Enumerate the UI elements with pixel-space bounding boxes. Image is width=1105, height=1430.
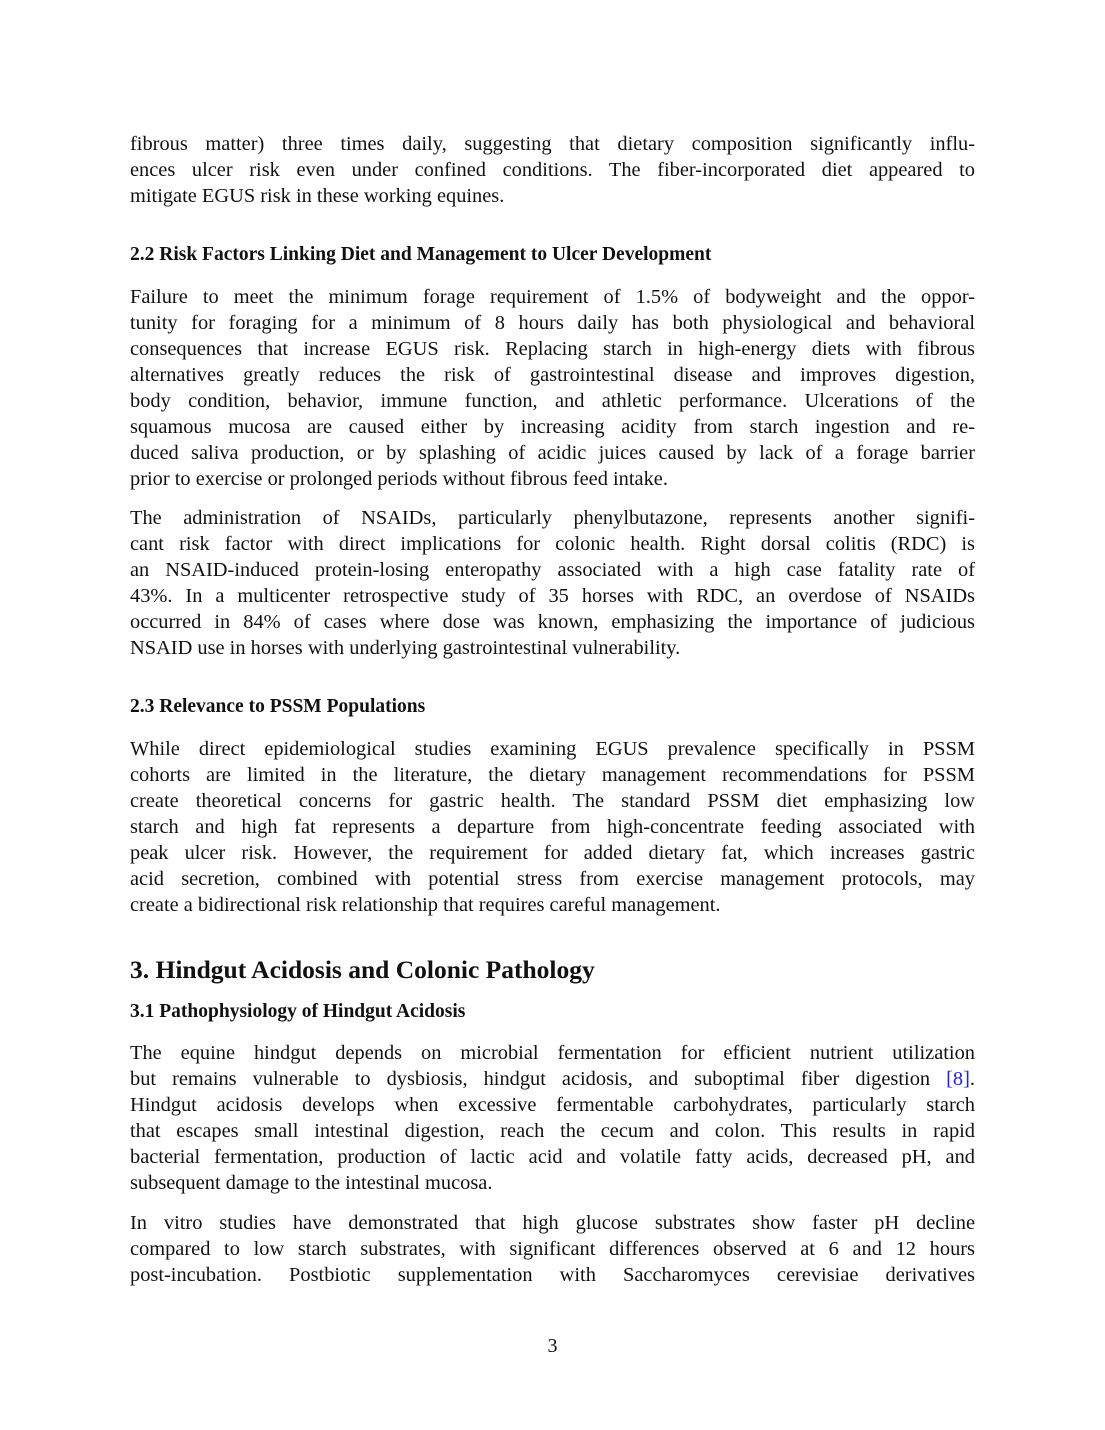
- text-line: body condition, behavior, immune function, and athletic performance. Ulcerations of the: [130, 390, 975, 412]
- text-line: starch and high fat represents a departure from high-concentrate feeding associated with: [130, 816, 975, 838]
- text-line: peak ulcer risk. However, the requirement for added dietary fat, which increases gastric: [130, 842, 975, 864]
- section-heading-2-2: 2.2 Risk Factors Linking Diet and Management to Ulcer Development: [130, 244, 712, 265]
- text-line: NSAID use in horses with underlying gastrointestinal vulnerability.: [130, 637, 681, 659]
- text-line: alternatives greatly reduces the risk of gastrointestinal disease and improves digestion,: [130, 364, 975, 386]
- text-line: Hindgut acidosis develops when excessive fermentable carbohydrates, particularly starch: [130, 1094, 975, 1116]
- text-line: acid secretion, combined with potential stress from exercise management protocols, may: [130, 868, 975, 890]
- text-line: cant risk factor with direct implications for colonic health. Right dorsal colitis (RDC) is: [130, 533, 975, 555]
- text-line: The equine hindgut depends on microbial fermentation for efficient nutrient utilization: [130, 1042, 975, 1064]
- text-line: prior to exercise or prolonged periods without fibrous feed intake.: [130, 468, 668, 490]
- text-line: In vitro studies have demonstrated that high glucose substrates show faster pH decline: [130, 1212, 975, 1234]
- text-line: The administration of NSAIDs, particularly phenylbutazone, represents another signifi-: [130, 507, 975, 529]
- text-line: compared to low starch substrates, with significant differences observed at 6 and 12 hours: [130, 1238, 975, 1260]
- section-heading-3-1: 3.1 Pathophysiology of Hindgut Acidosis: [130, 1001, 466, 1022]
- paragraph-nsaids: [130, 505, 975, 661]
- text-line: consequences that increase EGUS risk. Replacing starch in high-energy diets with fibrous: [130, 338, 975, 360]
- text-line: cohorts are limited in the literature, the dietary management recommendations for PSSM: [130, 764, 975, 786]
- text-line: fibrous matter) three times daily, suggesting that dietary composition significantly influ-: [130, 133, 975, 155]
- text-line: duced saliva production, or by splashing of acidic juices caused by lack of a forage barrier: [130, 442, 975, 464]
- text-line: 43%. In a multicenter retrospective study of 35 horses with RDC, an overdose of NSAIDs: [130, 585, 975, 607]
- text-line: occurred in 84% of cases where dose was known, emphasizing the importance of judicious: [130, 611, 975, 633]
- text-line: Failure to meet the minimum forage requirement of 1.5% of bodyweight and the oppor-: [130, 286, 975, 308]
- text-line: tunity for foraging for a minimum of 8 hours daily has both physiological and behavioral: [130, 312, 975, 334]
- page-number: 3: [547, 1335, 558, 1357]
- paragraph-forage-requirement: [130, 284, 975, 492]
- text-line: While direct epidemiological studies examining EGUS prevalence specifically in PSSM: [130, 738, 975, 760]
- text-line: post-incubation. Postbiotic supplementation with Saccharomyces cerevisiae derivatives: [130, 1264, 975, 1286]
- text-line: an NSAID-induced protein-losing enteropathy associated with a high case fatality rate of: [130, 559, 975, 581]
- text-line: create a bidirectional risk relationship that requires careful management.: [130, 894, 721, 916]
- section-heading-3: 3. Hindgut Acidosis and Colonic Pathology: [130, 955, 595, 984]
- paragraph-in-vitro-studies: [130, 1210, 975, 1288]
- text-line: mitigate EGUS risk in these working equines.: [130, 185, 505, 207]
- paragraph-hindgut-pathophysiology: [130, 1040, 975, 1196]
- text-line: subsequent damage to the intestinal mucosa.: [130, 1172, 493, 1194]
- text-segment: but remains vulnerable to dysbiosis, hindgut acidosis, and suboptimal fiber digestion: [130, 1068, 931, 1090]
- text-line: squamous mucosa are caused either by increasing acidity from starch ingestion and re-: [130, 416, 975, 438]
- paragraph-intro-continuation: [130, 131, 975, 209]
- text-line: that escapes small intestinal digestion, reach the cecum and colon. This results in rapid: [130, 1120, 975, 1142]
- text-line-with-citation: [130, 1066, 975, 1092]
- text-line: bacterial fermentation, production of lactic acid and volatile fatty acids, decreased pH, and: [130, 1146, 975, 1168]
- citation-link[interactable]: [8]: [946, 1068, 970, 1090]
- text-segment: .: [969, 1068, 975, 1090]
- text-line: create theoretical concerns for gastric health. The standard PSSM diet emphasizing low: [130, 790, 975, 812]
- paragraph-pssm-relevance: [130, 736, 975, 918]
- text-line: ences ulcer risk even under confined conditions. The fiber-incorporated diet appeared to: [130, 159, 975, 181]
- section-heading-2-3: 2.3 Relevance to PSSM Populations: [130, 696, 426, 717]
